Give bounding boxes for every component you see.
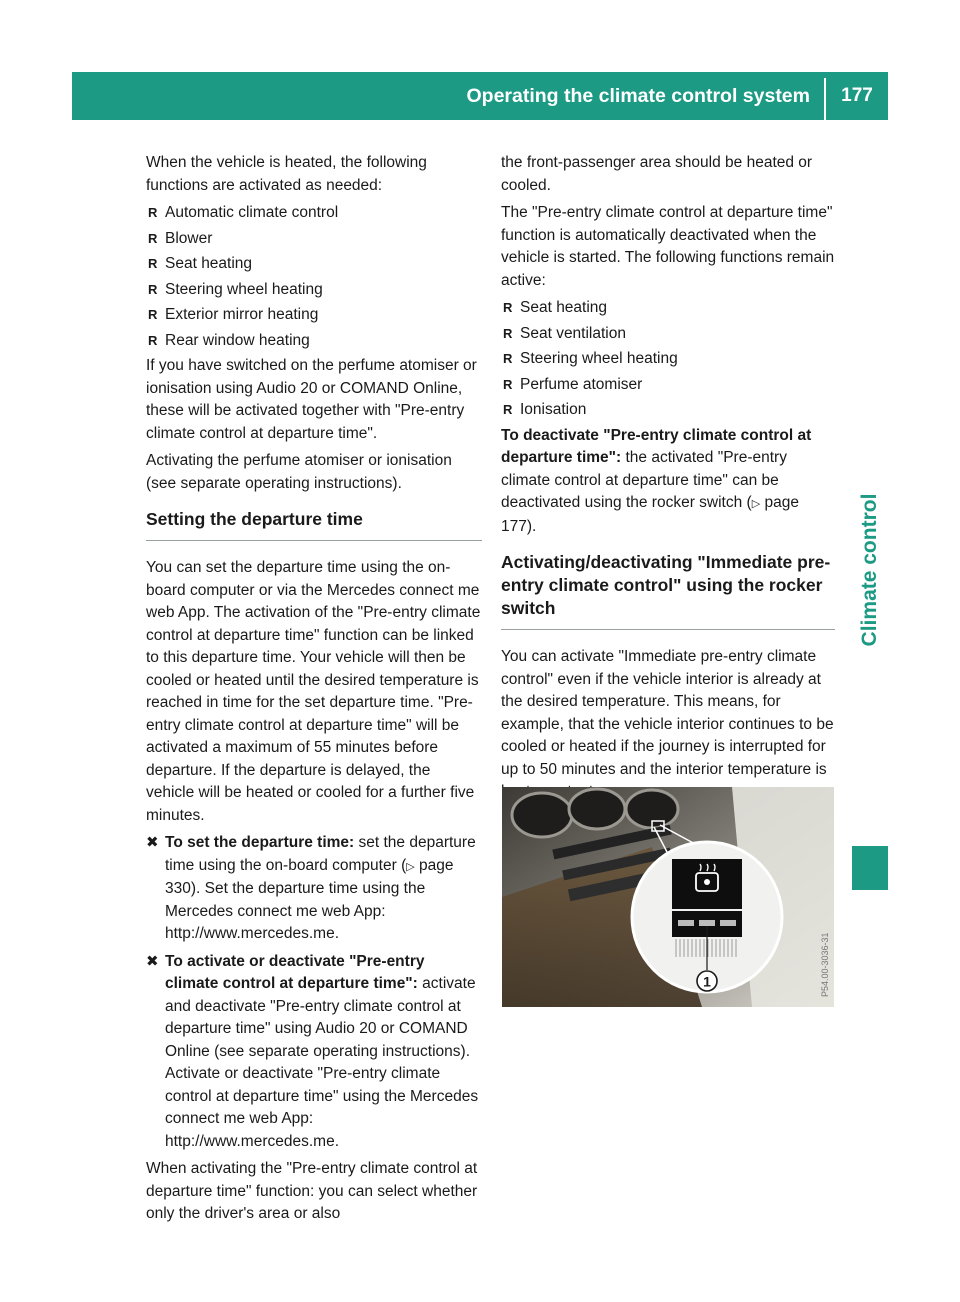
intro-paragraph: When the vehicle is heated, the following functions are activated as needed: — [146, 154, 427, 194]
rocker-switch-figure — [502, 787, 834, 1007]
rocker-switch-illustration — [502, 787, 834, 1007]
chapter-title: Operating the climate control system — [466, 85, 810, 107]
auto-off-paragraph: The "Pre-entry climate control at departure time" function is automatically deactivated when the vehicle is started. The following functions remain active: — [501, 204, 835, 289]
list-item: R Exterior mirror heating — [146, 304, 482, 327]
list-item: R Seat heating — [146, 253, 482, 276]
immediate-paragraph: You can activate "Immediate pre-entry climate control" even if the vehicle interior is already at the desired temperature. This means, for example, that the vehicle interior continues to be cooled or heated if the journey is interrupted for up to 50 minutes and the interior temperature is — [501, 648, 834, 778]
deactivate-label: To deactivate "Pre-entry climate control at departure time": — [501, 426, 812, 466]
step-arrow-icon: ✖ — [146, 952, 159, 970]
active-function-list — [501, 297, 835, 422]
page-reference-triangle-icon: ▷ — [751, 498, 761, 510]
list-item: R Steering wheel heating — [146, 279, 482, 302]
list-item: R Seat ventilation — [501, 323, 835, 346]
step-label: To set the departure time: — [165, 834, 355, 851]
section-heading-departure: Setting the departure time — [146, 508, 482, 541]
left-column — [146, 152, 482, 1231]
step-activate-deactivate: ✖ To activate or deactivate "Pre-entry climate control at departure time": activate and deactivate "Pre-entry climate control at departure time" using Audio 20 or COMAND Online (see separate operating instructions). Activate or deactivate "Pre-entry climate control at departure time" using the Mercedes connect me web App: http://www.mercedes.me. — [146, 952, 479, 1150]
perfume-paragraph: If you have switched on the perfume atomiser or ionisation using Audio 20 or COMAND Online, these will be activated together with "Pre-entry climate control at departure time". — [146, 357, 477, 442]
page-header — [72, 72, 888, 120]
step-label: To activate or deactivate "Pre-entry climate control at departure time": — [165, 952, 425, 992]
step-set-departure: ✖ To set the departure time: set the departure time using the on-board computer (▷ page 330). Set the departure time using the Mercedes connect me web App: http://www.mercedes.me. — [146, 834, 476, 942]
list-item: R Rear window heating — [146, 330, 482, 353]
page-reference-link[interactable]: page 330 — [165, 856, 454, 897]
right-column — [501, 152, 835, 809]
callout-number: 1 — [703, 973, 711, 990]
list-item: R Seat heating — [501, 297, 835, 320]
figure-code: P54.00-3036-31 — [820, 932, 830, 997]
list-item: R Blower — [146, 228, 482, 251]
deactivate-paragraph: To deactivate "Pre-entry climate control at departure time": the activated "Pre-entry climate control at departure time" can be deactivated using the rocker switch (▷ page 177). — [501, 426, 812, 535]
closing-paragraph: When activating the "Pre-entry climate control at departure time" function: you can select whether only the driver's area or also — [146, 1160, 478, 1222]
list-item: R Ionisation — [501, 399, 835, 422]
perfume-note: Activating the perfume atomiser or ionisation (see separate operating instructions). — [146, 452, 452, 492]
departure-paragraph: You can set the departure time using the on-board computer or via the Mercedes connect me web App. The activation of the "Pre-entry climate control at departure time" function can be linked to this departure time. Your vehicle will then be cooled or heated until the desired temperature is reached in time for the set departure time. "Pre-entry climate control at departure time" will be activated a maximum of 55 minutes before departure. If the departure is delayed, the vehicle will be heated or cooled for a further five minutes. — [146, 559, 481, 824]
step-arrow-icon: ✖ — [146, 834, 159, 851]
page-reference-link[interactable]: page 177 — [501, 494, 799, 535]
page-number: 177 — [841, 85, 873, 106]
section-heading-immediate: Activating/deactivating "Immediate pre-entry climate control" using the rocker switch — [501, 551, 835, 630]
list-item: R Steering wheel heating — [501, 348, 835, 371]
function-list — [146, 202, 482, 352]
list-item: R Perfume atomiser — [501, 374, 835, 397]
page-reference-triangle-icon: ▷ — [406, 860, 415, 873]
side-tab-marker — [852, 846, 888, 890]
continuation-paragraph: the front-passenger area should be heated or cooled. — [501, 154, 813, 194]
side-tab-label: Climate control — [858, 493, 881, 647]
list-item: R Automatic climate control — [146, 202, 482, 225]
